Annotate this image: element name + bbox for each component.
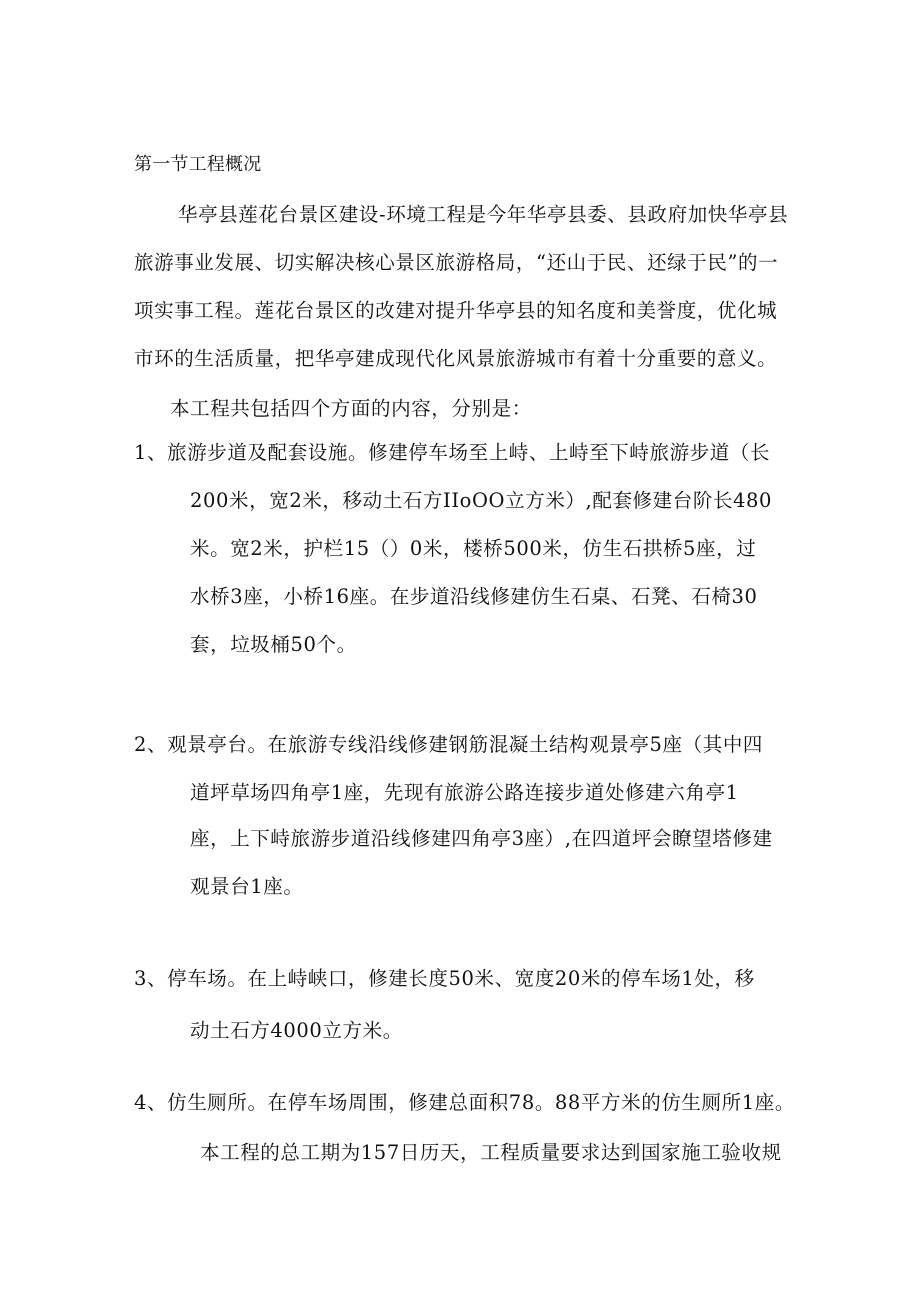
contents-intro: 本工程共包括四个方面的内容，分别是： bbox=[170, 397, 532, 420]
item-1-line: 水桥3座，小桥16座。在步道沿线修建仿生石桌、石凳、石椅30 bbox=[190, 585, 758, 608]
item-3-line: 3、停车场。在上峙峡口，修建长度50米、宽度20米的停车场1处，移 bbox=[134, 967, 755, 990]
item-3-line: 动土石方4000立方米。 bbox=[190, 1019, 403, 1042]
item-1-line: 套，垃圾桶50个。 bbox=[190, 633, 357, 656]
intro-line: 市环的生活质量，把华亭建成现代化风景旅游城市有着十分重要的意义。 bbox=[134, 347, 778, 370]
intro-line: 旅游事业发展、切实解决核心景区旅游格局，“还山于民、还绿于民”的一 bbox=[134, 251, 779, 274]
item-1-line: 200米，宽2米，移动土石方IIoOO立方米）,配套修建台阶长480 bbox=[190, 489, 773, 512]
intro-line: 华亭县莲花台景区建设-环境工程是今年华亭县委、县政府加快华亭县 bbox=[178, 203, 789, 226]
closing-line: 本工程的总工期为157日历天，工程质量要求达到国家施工验收规 bbox=[200, 1141, 782, 1164]
item-1-line: 米。宽2米，护栏15（）0米，楼桥500米，仿生石拱桥5座，过 bbox=[190, 537, 757, 560]
item-4-line: 4、仿生厕所。在停车场周围，修建总面积78。88平方米的仿生厕所1座。 bbox=[134, 1091, 795, 1114]
section-title: 第一节工程概况 bbox=[134, 154, 262, 175]
item-2-line: 座，上下峙旅游步道沿线修建四角亭3座）,在四道坪会瞭望塔修建 bbox=[190, 827, 773, 850]
item-2-line: 观景台1座。 bbox=[190, 875, 304, 898]
item-1-line: 1、旅游步道及配套设施。修建停车场至上峙、上峙至下峙旅游步道（长 bbox=[134, 441, 771, 464]
item-2-line: 道坪草场四角亭1座，先现有旅游公路连接步道处修建六角亭1 bbox=[190, 781, 739, 804]
intro-line: 项实事工程。莲花台景区的改建对提升华亭县的知名度和美誉度，优化城 bbox=[134, 299, 778, 322]
item-2-line: 2、观景亭台。在旅游专线沿线修建钢筋混凝土结构观景亭5座（其中四 bbox=[134, 733, 764, 756]
